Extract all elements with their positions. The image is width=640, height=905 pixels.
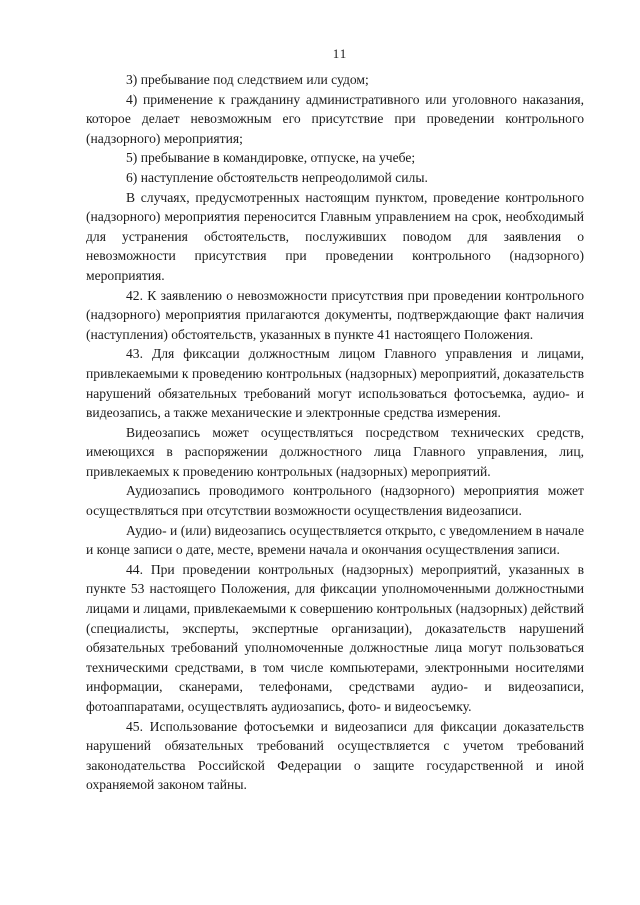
page-number: 11 (332, 46, 348, 61)
list-item-6: 6) наступление обстоятельств непреодолимой силы. (126, 169, 428, 185)
clause-45: 45. Использование фотосъемки и видеозаписи для фиксации доказательств нарушений обязательных требований осуществляется с учетом требований законодательства Российской Федерации о защите государственной и иной охраняемой законом тайны. (86, 718, 584, 793)
list-item-3: 3) пребывание под следствием или судом; (126, 72, 369, 87)
list-item-5: 5) пребывание в командировке, отпуске, на учебе; (126, 150, 416, 166)
clause-42: 42. К заявлению о невозможности присутствия при проведении контрольного (надзорного) мероприятия прилагаются документы, подтверждающие факт наличия (наступления) обстоятельств, указанных в пункте 41 настоящего Положения. (86, 287, 584, 342)
paragraph-open-recording: Аудио- и (или) видеозапись осуществляется открыто, с уведомлением в начале и конце записи о дате, месте, времени начала и окончания осуществления записи. (86, 522, 584, 558)
list-item-4: 4) применение к гражданину административного или уголовного наказания, которое делает невозможным его присутствие при проведении контрольного (надзорного) мероприятия; (86, 91, 584, 146)
paragraph-postponement: В случаях, предусмотренных настоящим пунктом, проведение контрольного (надзорного) мероприятия переносится Главным управлением на срок, необходимый для устранения обстоятельств, послуживших поводом для заявления о невозможности присутствия при проведении контрольного (надзорного) мероприятия. (86, 189, 584, 283)
document-body (86, 70, 584, 795)
clause-44: 44. При проведении контрольных (надзорных) мероприятий, указанных в пункте 53 настоящего Положения, для фиксации уполномоченными должностными лицами и лицами, привлекаемыми к совершению контрольных (надзорных) действий (специалисты, эксперты, экспертные организации), доказательств нарушений обязательных требований уполномоченные должностные лица могут пользоваться техническими средствами, в том числе компьютерами, электронными носителями информации, сканерами, телефонами, средствами аудио- и видеозаписи, фотоаппаратами, осуществлять аудиозапись, фото- и видеосъемку. (86, 561, 584, 714)
paragraph-video-recording: Видеозапись может осуществляться посредством технических средств, имеющихся в распоряжении должностного лица Главного управления, лиц, привлекаемых к проведению контрольных (надзорных) мероприятий. (86, 424, 584, 479)
paragraph-audio-recording: Аудиозапись проводимого контрольного (надзорного) мероприятия может осуществляться при отсутствии возможности осуществления видеозаписи. (86, 483, 584, 519)
clause-43: 43. Для фиксации должностным лицом Главного управления и лицами, привлекаемыми к проведению контрольных (надзорных) мероприятий, доказательств нарушений обязательных требований могут использоваться фотосъемка, аудио- и видеозапись, а также механические и электронные средства измерения. (86, 346, 584, 421)
